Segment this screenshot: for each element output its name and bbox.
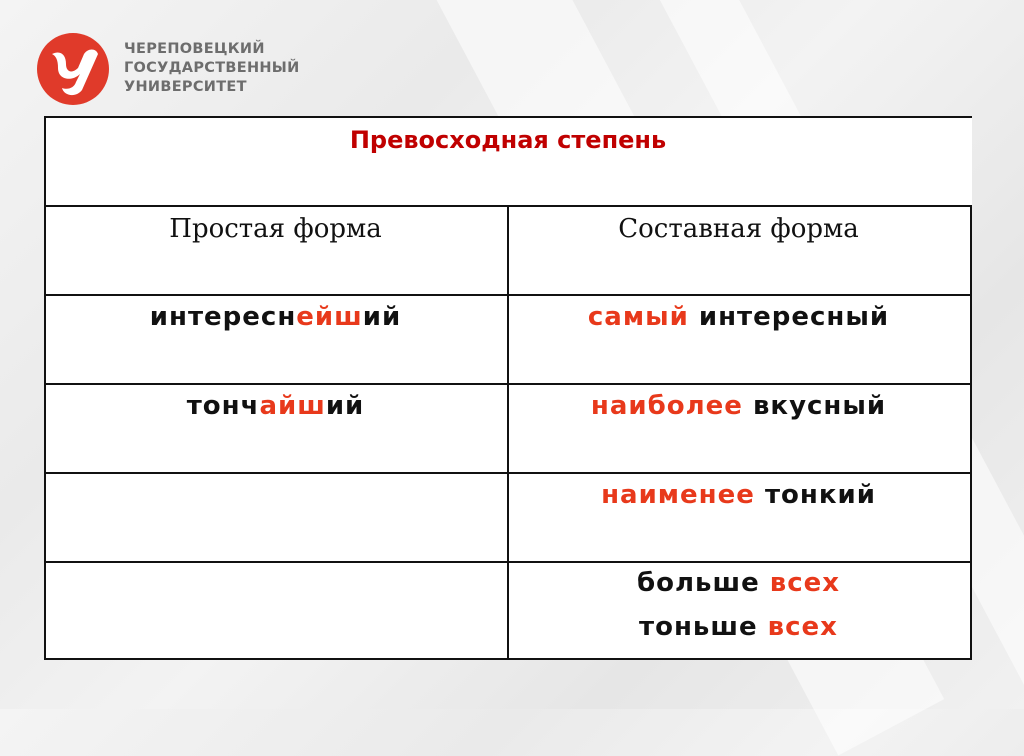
column-header-simple: Простая форма <box>169 214 382 244</box>
pronoun-highlight: всех <box>767 612 838 642</box>
comparative-word: больше <box>636 568 770 598</box>
university-name-line: ЧЕРЕПОВЕЦКИЙ <box>124 41 265 57</box>
comparative-word: тоньше <box>639 612 768 642</box>
university-name <box>124 40 300 97</box>
suffix-highlight: айш <box>259 391 326 421</box>
compound-form-phrase <box>507 612 970 642</box>
modifier-highlight: наименее <box>601 480 755 510</box>
university-logo-icon <box>36 32 110 106</box>
university-name-line: ГОСУДАРСТВЕННЫЙ <box>124 60 300 76</box>
table-border-top <box>44 116 972 118</box>
table-border-right <box>970 205 972 660</box>
phrase-rest: вкусный <box>742 391 887 421</box>
pronoun-highlight: всех <box>769 568 841 598</box>
simple-form-word <box>44 391 507 421</box>
superlative-table <box>44 116 972 660</box>
modifier-highlight: самый <box>587 302 689 332</box>
compound-form-phrase <box>507 568 970 598</box>
modifier-highlight: наиболее <box>590 391 743 421</box>
simple-form-word <box>44 302 507 332</box>
table-border-left <box>44 116 46 660</box>
compound-form-phrase <box>507 391 970 421</box>
university-name-line: УНИВЕРСИТЕТ <box>124 79 247 95</box>
table-title: Превосходная степень <box>349 126 667 154</box>
word-ending: ий <box>362 302 402 332</box>
phrase-rest: интересный <box>688 302 890 332</box>
suffix-highlight: ейш <box>296 302 363 332</box>
compound-form-phrase <box>507 302 970 332</box>
word-stem: тонч <box>186 391 260 421</box>
word-ending: ий <box>325 391 365 421</box>
compound-form-phrase <box>507 480 970 510</box>
phrase-rest: тонкий <box>754 480 876 510</box>
column-header-compound: Составная форма <box>618 214 859 244</box>
word-stem: интересн <box>149 302 297 332</box>
